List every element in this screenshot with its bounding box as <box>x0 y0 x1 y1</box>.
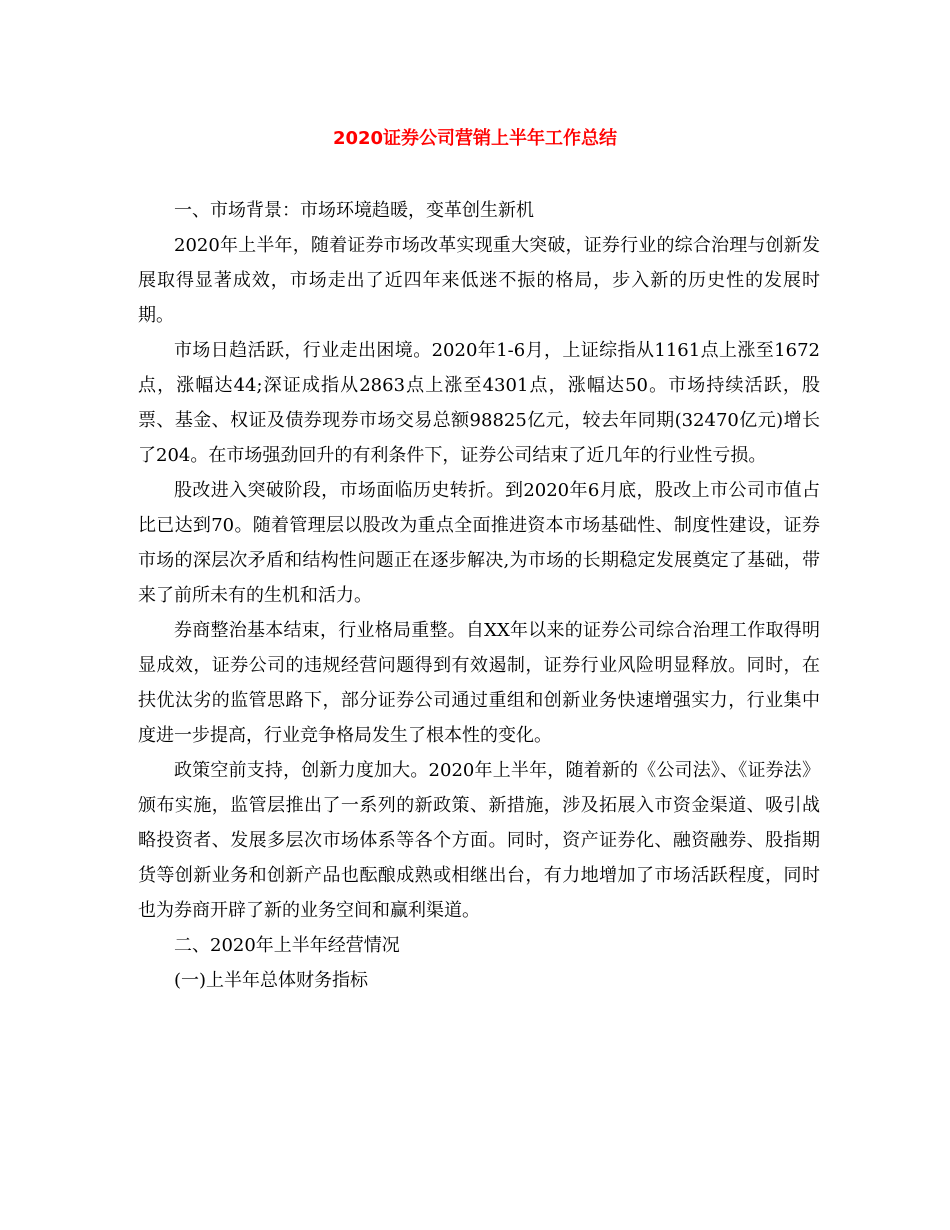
section-heading-market-background: 一、市场背景：市场环境趋暖，变革创生新机 <box>174 200 534 221</box>
paragraph-market-activity: 市场日趋活跃，行业走出困境。2020年1-6月，上证综指从1161点上涨至1672点，涨幅达44;深证成指从2863点上涨至4301点，涨幅达50。市场持续活跃，股票、基金、权证及债券现券市场交易总额98825亿元，较去年同期(32470亿元)增长了204。在市场强劲回升的有利条件下，证券公司结束了近几年的行业性亏损。 <box>138 340 820 466</box>
page-title: 2020证券公司营销上半年工作总结 <box>332 128 618 149</box>
paragraph-policy-support: 政策空前支持，创新力度加大。2020年上半年，随着新的《公司法》、《证券法》颁布实施，监管层推出了一系列的新政策、新措施，涉及拓展入市资金渠道、吸引战略投资者、发展多层次市场体系等各个方面。同时，资产证券化、融资融券、股指期货等创新业务和创新产品也酝酿成熟或相继出台，有力地增加了市场活跃程度，同时也为券商开辟了新的业务空间和赢利渠道。 <box>138 760 820 921</box>
paragraph-overview: 2020年上半年，随着证券市场改革实现重大突破，证券行业的综合治理与创新发展取得显著成效，市场走出了近四年来低迷不振的格局，步入新的历史性的发展时期。 <box>138 235 820 326</box>
paragraph-broker-rectification: 券商整治基本结束，行业格局重整。自XX年以来的证券公司综合治理工作取得明显成效，证券公司的违规经营问题得到有效遏制，证券行业风险明显释放。同时，在扶优汰劣的监管思路下，部分证券公司通过重组和创新业务快速增强实力，行业集中度进一步提高，行业竞争格局发生了根本性的变化。 <box>138 620 820 746</box>
section-heading-operations: 二、2020年上半年经营情况 <box>174 935 400 956</box>
paragraph-share-reform: 股改进入突破阶段，市场面临历史转折。到2020年6月底，股改上市公司市值占比已达到70。随着管理层以股改为重点全面推进资本市场基础性、制度性建设，证券市场的深层次矛盾和结构性问题正在逐步解决,为市场的长期稳定发展奠定了基础，带来了前所未有的生机和活力。 <box>138 480 820 606</box>
document-body <box>138 193 820 998</box>
subsection-heading-financial-indicators: (一)上半年总体财务指标 <box>174 970 369 991</box>
